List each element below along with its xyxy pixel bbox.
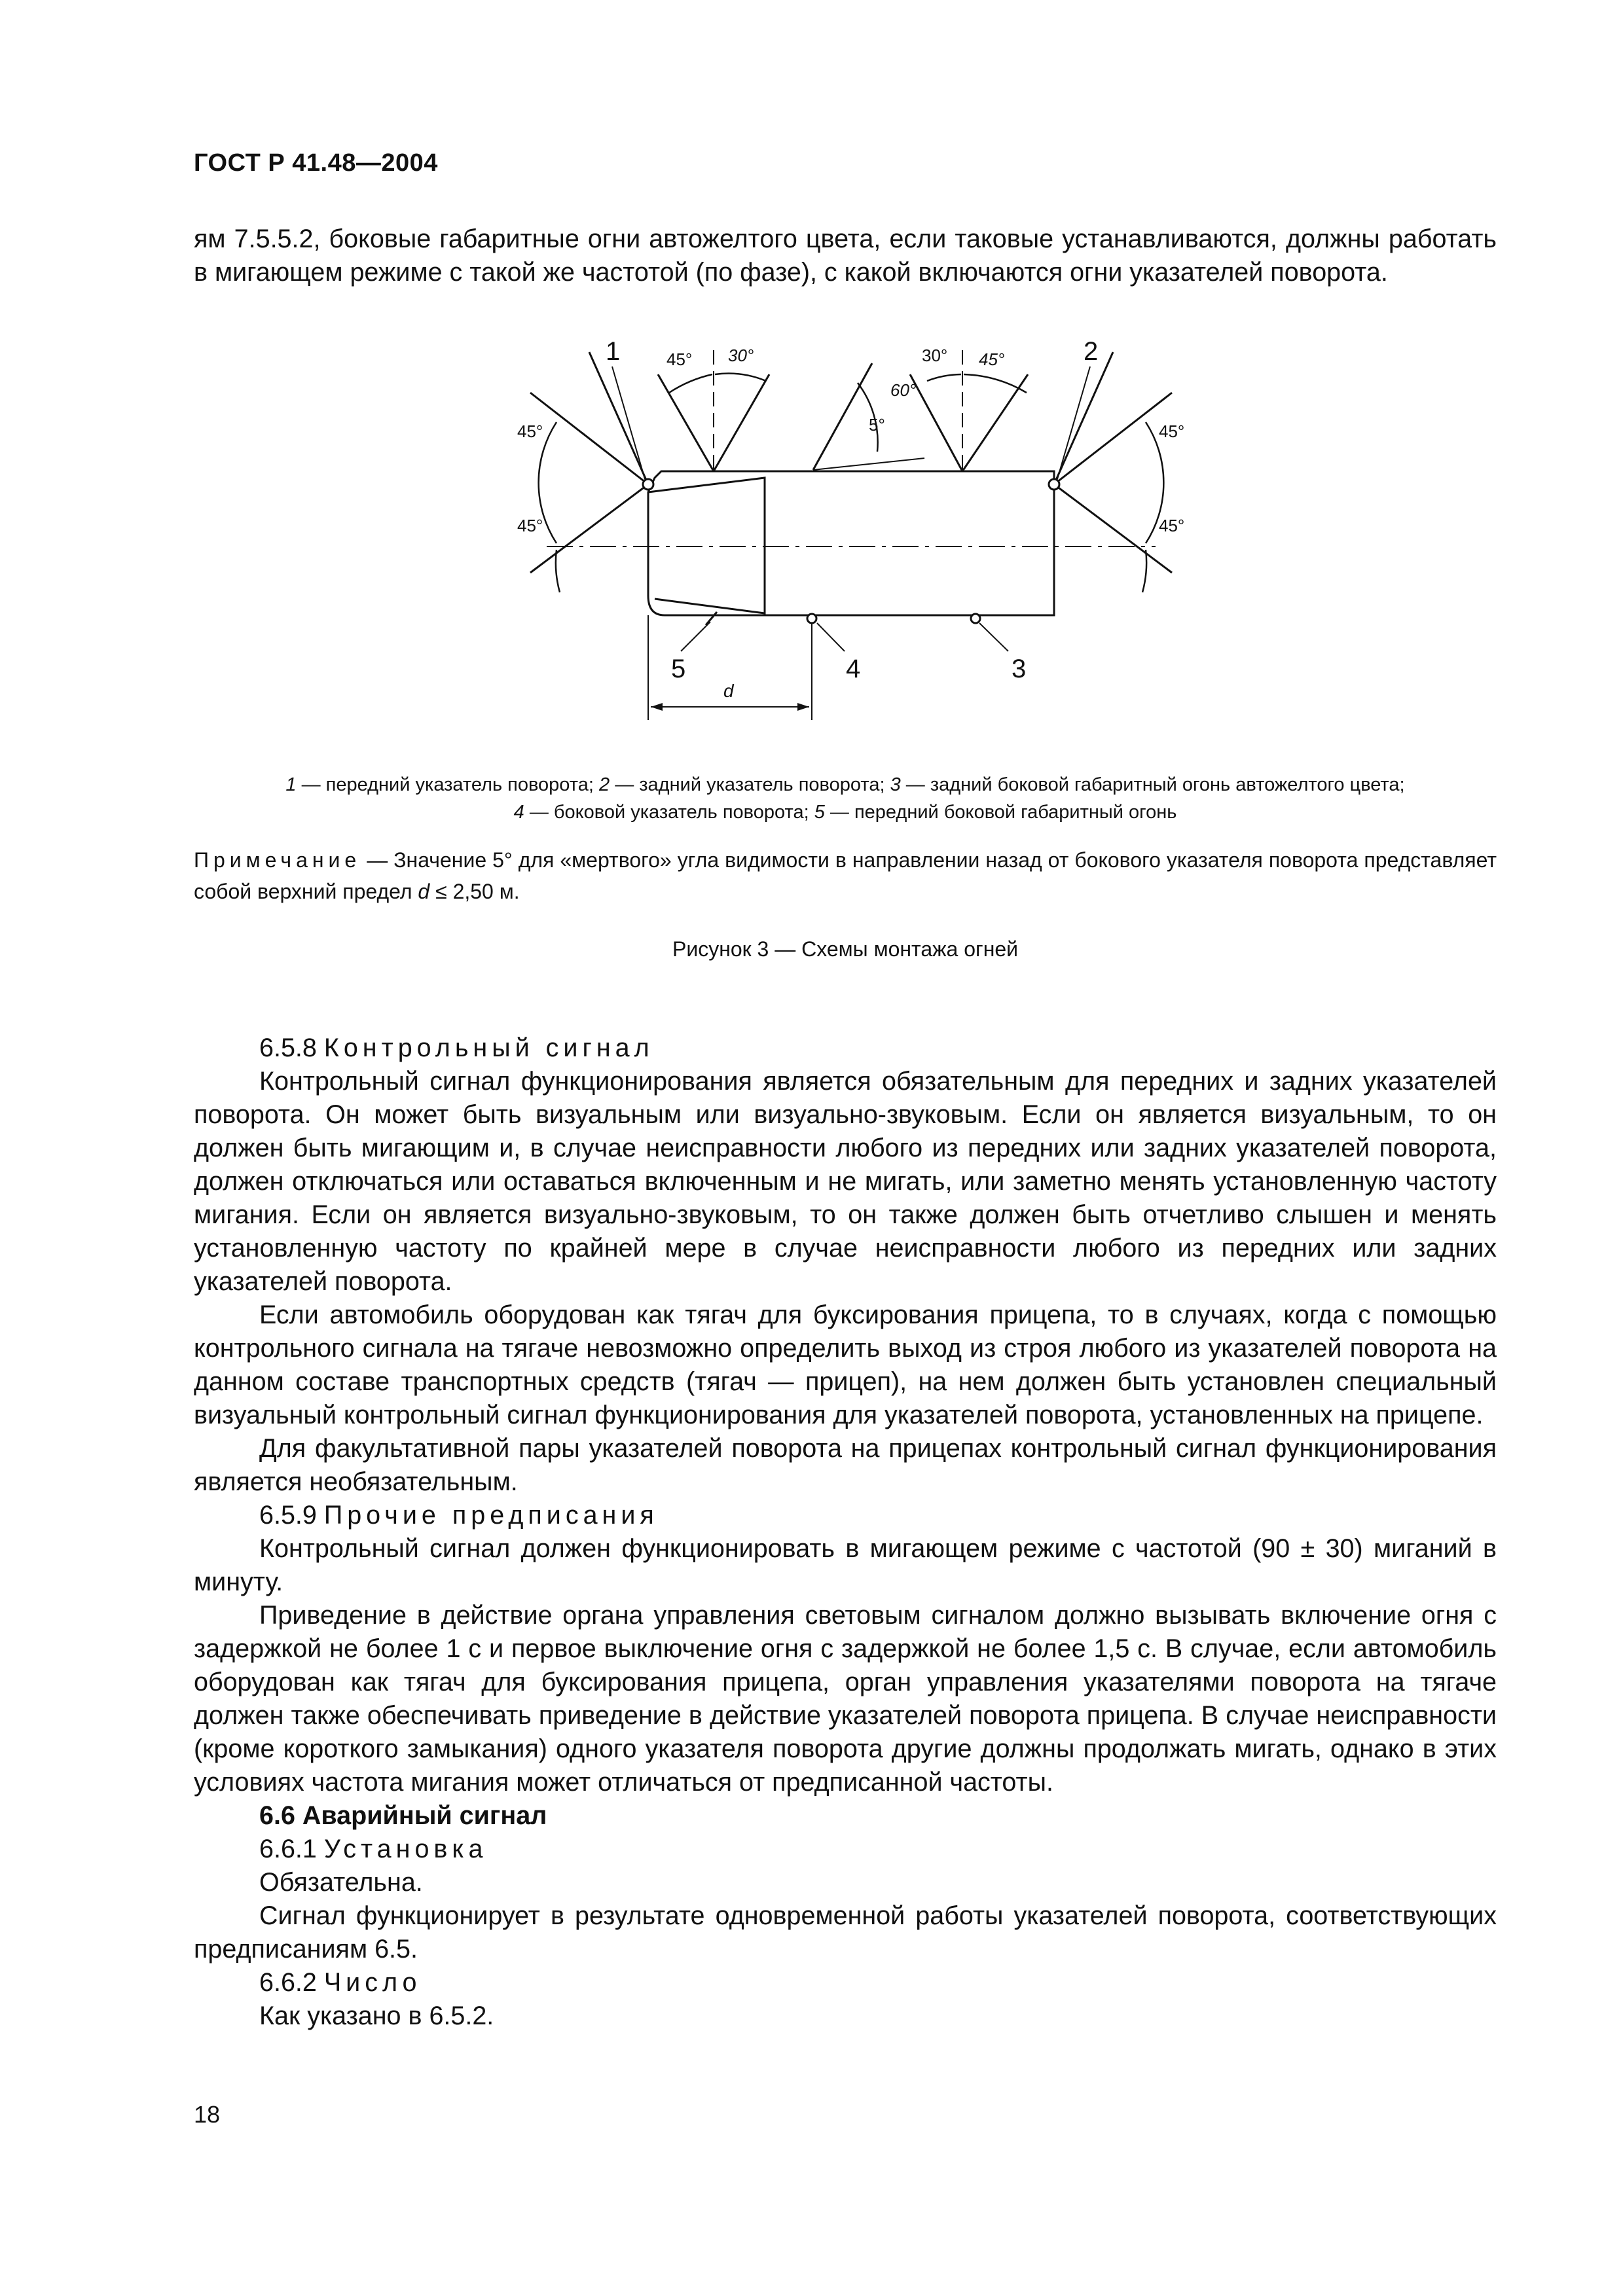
svg-text:45°: 45°: [517, 422, 543, 441]
paragraph: Приведение в действие органа управления световым сигналом должно вызывать включение огня с задержкой не более 1 с и первое выключение огня с задержкой не более 1,5 с. В случае, если автомобиль оборудован как тягач для буксирования прицепа, орган управления указателями поворота на тягаче должен также обеспечивать приведение в действие указателей поворота прицепа. В случае неисправности (кроме короткого замыкания) одного указателя поворота другие должны продолжать мигать, однако в этих условиях частота мигания может отличаться от предписанной частоты.: [194, 1601, 1497, 1797]
svg-text:45°: 45°: [1159, 422, 1185, 441]
paragraph: Контрольный сигнал функционирования является обязательным для передних и задних указателей поворота. Он может быть визуальным или визуально-звуковым. Если он является визуальным, то он должен быть мигающим и, в случае неисправности любого из передних или задних указателей поворота, должен отключаться или оставаться включенным и не мигать, или заметно менять установленную частоту мигания. Если он является визуально-звуковым, то он также должен быть отчетливо слышен и менять установленную частоту по крайней мере в случае неисправности любого из передних или задних указателей поворота.: [194, 1067, 1497, 1296]
intro-paragraph: ям 7.5.5.2, боковые габаритные огни автожелтого цвета, если таковые устанавливаются, должны работать в мигающем режиме с такой же частотой (по фазе), с какой включаются огни указателей поворота.: [194, 224, 1497, 287]
paragraph: Обязательна.: [259, 1868, 423, 1897]
vehicle-body: [648, 471, 1054, 615]
svg-text:30°: 30°: [922, 346, 948, 365]
svg-text:45°: 45°: [517, 516, 543, 535]
document-code: ГОСТ Р 41.48—2004: [194, 149, 438, 177]
dimension-label: d: [723, 681, 734, 701]
svg-text:45°: 45°: [979, 350, 1005, 369]
section-6-5-9-heading: 6.5.9 Прочие предписания: [259, 1501, 659, 1530]
callout-2: 2: [1084, 337, 1099, 366]
callout-3: 3: [1012, 655, 1027, 683]
side-indicator-lamp: [807, 614, 816, 623]
paragraph: Если автомобиль оборудован как тягач для буксирования прицепа, то в случаях, когда с помощью контрольного сигнала на тягаче невозможно определить выход из строя любого из указателей поворота на данном составе транспортных средств (тягач — прицеп), на нем должен быть установлен специальный визуальный контрольный сигнал функционирования для указателей поворота, установленных на прицепе.: [194, 1300, 1497, 1429]
section-6-6-heading: 6.6 Аварийный сигнал: [259, 1801, 547, 1830]
section-6-5-8-heading: 6.5.8 Контрольный сигнал: [259, 1033, 654, 1062]
main-text: [194, 1031, 1497, 2033]
rear-side-marker-lamp: [971, 614, 980, 623]
svg-text:60°: 60°: [890, 380, 917, 400]
callout-1: 1: [606, 337, 621, 366]
front-side-marker-lamp: [706, 612, 717, 625]
page-number: 18: [194, 2101, 221, 2128]
svg-text:45°: 45°: [1159, 516, 1185, 535]
figure-note: Примечание — Значение 5° для «мертвого» угла видимости в направлении назад от бокового указателя поворота представляет собой верхний предел d ≤ 2,50 м.: [194, 848, 1497, 903]
vehicle-cab: [648, 478, 765, 613]
section-6-6-2-heading: 6.6.2 Число: [259, 1968, 422, 1997]
svg-text:45°: 45°: [666, 350, 693, 369]
paragraph: Для факультативной пары указателей поворота на прицепах контрольный сигнал функционирования является необязательным.: [194, 1434, 1497, 1496]
svg-text:5°: 5°: [869, 415, 885, 435]
svg-text:30°: 30°: [728, 346, 754, 365]
figure-legend: 1 — передний указатель поворота; 2 — задний указатель поворота; 3 — задний боковой габаритный огонь автожелтого цвета; 4 — боковой указатель поворота; 5 — передний боковой габаритный огонь: [285, 774, 1405, 823]
front-indicator-lamp: [643, 479, 653, 490]
callout-4: 4: [846, 655, 861, 683]
callout-5: 5: [671, 655, 686, 683]
paragraph: Сигнал функционирует в результате одновременной работы указателей поворота, соответствующих предписаниям 6.5.: [194, 1901, 1497, 1964]
figure-caption: Рисунок 3 — Схемы монтажа огней: [672, 937, 1019, 961]
lamp-mounting-diagram: [458, 321, 1244, 733]
paragraph: Как указано в 6.5.2.: [259, 2001, 494, 2030]
paragraph: Контрольный сигнал должен функционировать в мигающем режиме с частотой (90 ± 30) миганий в минуту.: [194, 1534, 1497, 1596]
section-6-6-1-heading: 6.6.1 Установка: [259, 1835, 488, 1863]
rear-indicator-lamp: [1049, 479, 1059, 490]
